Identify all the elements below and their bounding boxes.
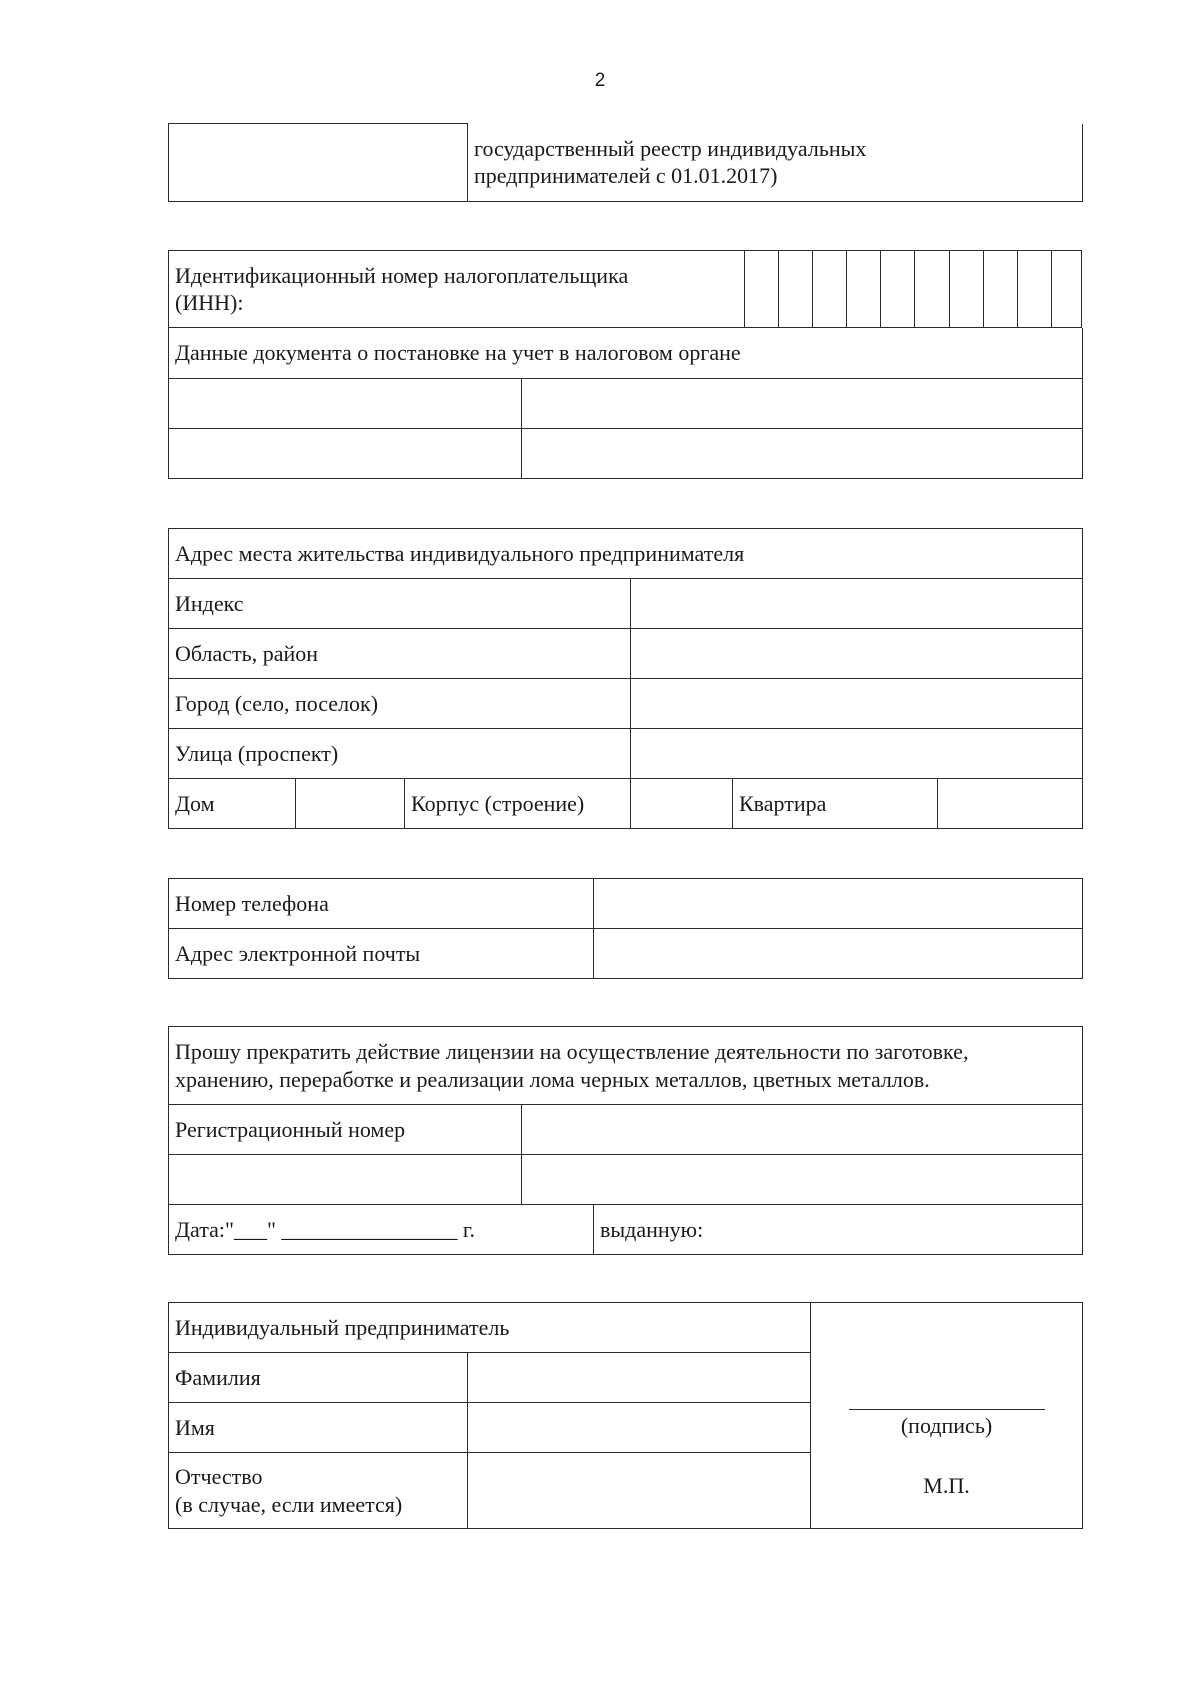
- street-field[interactable]: [631, 729, 1083, 779]
- inn-digit-cell[interactable]: [779, 251, 813, 328]
- patronymic-label-line2: (в случае, если имеется): [175, 1491, 403, 1517]
- inn-digit-cell[interactable]: [813, 251, 847, 328]
- inn-digit-cell[interactable]: [1017, 251, 1051, 328]
- signature-line: [849, 1409, 1045, 1410]
- phone-field[interactable]: [594, 879, 1083, 929]
- email-field[interactable]: [594, 929, 1083, 979]
- page-number: 2: [594, 70, 606, 91]
- inn-label-line1: Идентификационный номер налогоплательщика: [175, 262, 629, 288]
- license-table: [168, 1026, 1083, 1255]
- stamp-label: М.П.: [923, 1472, 970, 1498]
- house-field[interactable]: [296, 779, 405, 829]
- patronymic-field[interactable]: [468, 1453, 811, 1529]
- inn-digit-cell[interactable]: [915, 251, 949, 328]
- registration-doc-label: Данные документа о постановке на учет в налоговом органе: [169, 328, 1083, 378]
- license-request-line2: хранению, переработке и реализации лома черных металлов, цветных металлов.: [175, 1066, 930, 1092]
- surname-label: Фамилия: [169, 1353, 468, 1403]
- street-label: Улица (проспект): [169, 729, 631, 779]
- registration-doc-field[interactable]: [522, 428, 1083, 478]
- signature-block[interactable]: [811, 1303, 1083, 1529]
- tax-registration-table: [168, 328, 1083, 479]
- inn-digit-cell[interactable]: [949, 251, 983, 328]
- building-field[interactable]: [631, 779, 733, 829]
- empty-cell[interactable]: [169, 124, 468, 202]
- inn-label-line2: (ИНН):: [175, 290, 244, 315]
- inn-digit-cell[interactable]: [983, 251, 1017, 328]
- house-label: Дом: [169, 779, 296, 829]
- license-request: [169, 1027, 1083, 1105]
- registration-doc-field[interactable]: [522, 378, 1083, 428]
- registry-note: [468, 124, 1083, 202]
- license-request-line1: Прошу прекратить действие лицензии на осуществление деятельности по заготовке,: [175, 1039, 969, 1064]
- reg-number-field[interactable]: [522, 1105, 1083, 1155]
- reg-number-extra-field[interactable]: [522, 1155, 1083, 1205]
- signature-caption: (подпись): [900, 1413, 993, 1438]
- building-label: Корпус (строение): [405, 779, 631, 829]
- inn-digit-cell[interactable]: [744, 251, 778, 328]
- issued-label: выданную:: [594, 1205, 1083, 1255]
- city-label: Город (село, поселок): [169, 679, 631, 729]
- index-label: Индекс: [169, 579, 631, 629]
- surname-field[interactable]: [468, 1353, 811, 1403]
- date-field[interactable]: Дата:"___" ________________ г.: [169, 1205, 594, 1255]
- inn-label: [169, 251, 745, 328]
- region-label: Область, район: [169, 629, 631, 679]
- reg-number-label: Регистрационный номер: [169, 1105, 522, 1155]
- entrepreneur-title: Индивидуальный предприниматель: [169, 1303, 811, 1353]
- contact-table: [168, 878, 1083, 979]
- top-continuation-table: [168, 123, 1083, 202]
- name-field[interactable]: [468, 1403, 811, 1453]
- registry-note-line1: государственный реестр индивидуальных: [474, 135, 867, 161]
- patronymic-label-line1: Отчество: [175, 1464, 263, 1489]
- city-field[interactable]: [631, 679, 1083, 729]
- registry-note-line2: предпринимателей с 01.01.2017): [474, 163, 778, 189]
- registration-doc-field[interactable]: [169, 428, 522, 478]
- inn-digit-cell[interactable]: [881, 251, 915, 328]
- apartment-field[interactable]: [938, 779, 1083, 829]
- patronymic-label: [169, 1453, 468, 1529]
- address-table: [168, 528, 1083, 829]
- index-field[interactable]: [631, 579, 1083, 629]
- email-label: Адрес электронной почты: [169, 929, 594, 979]
- phone-label: Номер телефона: [169, 879, 594, 929]
- address-title: Адрес места жительства индивидуального предпринимателя: [169, 529, 1083, 579]
- inn-table: [168, 250, 1082, 328]
- registration-doc-field[interactable]: [169, 378, 522, 428]
- entrepreneur-table: [168, 1302, 1083, 1529]
- region-field[interactable]: [631, 629, 1083, 679]
- reg-number-extra-field[interactable]: [169, 1155, 522, 1205]
- name-label: Имя: [169, 1403, 468, 1453]
- inn-digit-cell[interactable]: [1051, 251, 1081, 328]
- inn-digit-cell[interactable]: [847, 251, 881, 328]
- apartment-label: Квартира: [733, 779, 938, 829]
